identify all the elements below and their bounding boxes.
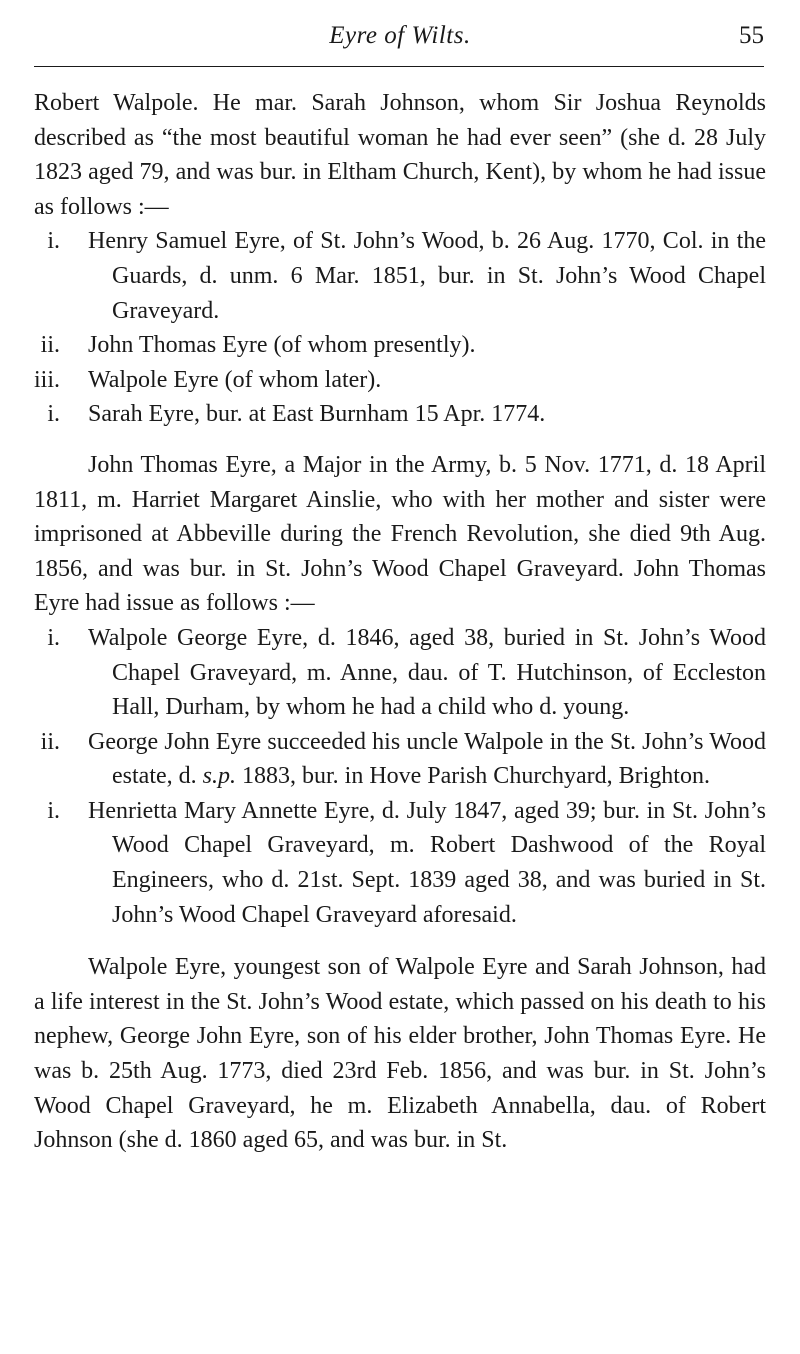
list-item-text: Walpole Eyre (of whom later). bbox=[88, 366, 382, 393]
paragraph-walpole-eyre: Walpole Eyre, youngest son of Walpole Eyre and Sarah Johnson, had a life interest in the St. John’s Wood estate, which passed on his death to his nephew, George John Eyre, son of his elder brother, John Thomas Eyre. He was b. 25th Aug. 1773, died 23rd Feb. 1856, and was bur. in St. John’s Wood Chapel Graveyard, he m. Elizabeth Annabella, dau. of Robert Johnson (she d. 1860 aged 65, and was bur. in St. bbox=[34, 954, 766, 1154]
spacer bbox=[34, 932, 766, 950]
paragraph-john-thomas-eyre: John Thomas Eyre, a Major in the Army, b. 5 Nov. 1771, d. 18 April 1811, m. Harriet Margaret Ainslie, who with her mother and sister were imprisoned at Abbeville during the French Revolution, she died 9th Aug. 1856, and was bur. in St. John’s Wood Chapel Graveyard. John Thomas Eyre had issue as follows :— bbox=[34, 451, 766, 617]
list-item bbox=[34, 328, 766, 363]
list-item bbox=[34, 224, 766, 328]
running-head bbox=[34, 14, 766, 60]
list-item bbox=[34, 397, 766, 432]
list-item-text-part: 1883, bur. in Hove Parish Churchyard, Brighton. bbox=[235, 763, 710, 790]
running-title: Eyre of Wilts. bbox=[329, 22, 471, 49]
list-numeral: ii. bbox=[40, 728, 60, 755]
list-numeral: i. bbox=[47, 228, 60, 255]
list-item-text: Walpole George Eyre, d. 1846, aged 38, buried in St. John’s Wood Chapel Graveyard, m. Anne, dau. of T. Hutchinson, of Eccleston Hall, Durham, by whom he had a child who d. young. bbox=[88, 624, 766, 721]
list-item bbox=[34, 725, 766, 794]
list-numeral: ii. bbox=[40, 332, 60, 359]
list-item bbox=[34, 794, 766, 932]
page-number: 55 bbox=[739, 22, 764, 49]
list-numeral: i. bbox=[47, 797, 60, 824]
issue-list-walpole bbox=[34, 224, 766, 432]
list-item-text bbox=[88, 725, 766, 794]
list-item-text: Sarah Eyre, bur. at East Burnham 15 Apr. 1774. bbox=[88, 401, 546, 428]
spacer bbox=[34, 432, 766, 448]
list-numeral: i. bbox=[47, 624, 60, 651]
list-item bbox=[34, 363, 766, 398]
list-item-text: Henry Samuel Eyre, of St. John’s Wood, b. 26 Aug. 1770, Col. in the Guards, d. unm. 6 Mar. 1851, bur. in St. John’s Wood Chapel Graveyard. bbox=[88, 228, 766, 324]
list-item-text: John Thomas Eyre (of whom presently). bbox=[88, 332, 476, 359]
list-item-text: Henrietta Mary Annette Eyre, d. July 1847, aged 39; bur. in St. John’s Wood Chapel Graveyard, m. Robert Dashwood of the Royal Engineers, who d. 21st. Sept. 1839 aged 38, and was buried in St. John’s Wood Chapel Graveyard aforesaid. bbox=[88, 797, 766, 928]
list-numeral: i. bbox=[47, 401, 60, 428]
body-text bbox=[34, 86, 766, 1158]
sine-prole-abbrev: s.p. bbox=[202, 763, 236, 790]
paragraph-robert-walpole: Robert Walpole. He mar. Sarah Johnson, whom Sir Joshua Reynolds described as “the most beautiful woman he had ever seen” (she d. 28 July 1823 aged 79, and was bur. in Eltham Church, Kent), by whom he had issue as follows :— bbox=[34, 90, 766, 220]
issue-list-john-thomas bbox=[34, 621, 766, 932]
list-item bbox=[34, 621, 766, 725]
list-numeral: iii. bbox=[34, 366, 61, 393]
header-rule bbox=[34, 66, 764, 67]
list-item-text-part: George John Eyre succeeded his uncle Walpole in the St. John’s Wood estate, d. bbox=[88, 728, 766, 790]
